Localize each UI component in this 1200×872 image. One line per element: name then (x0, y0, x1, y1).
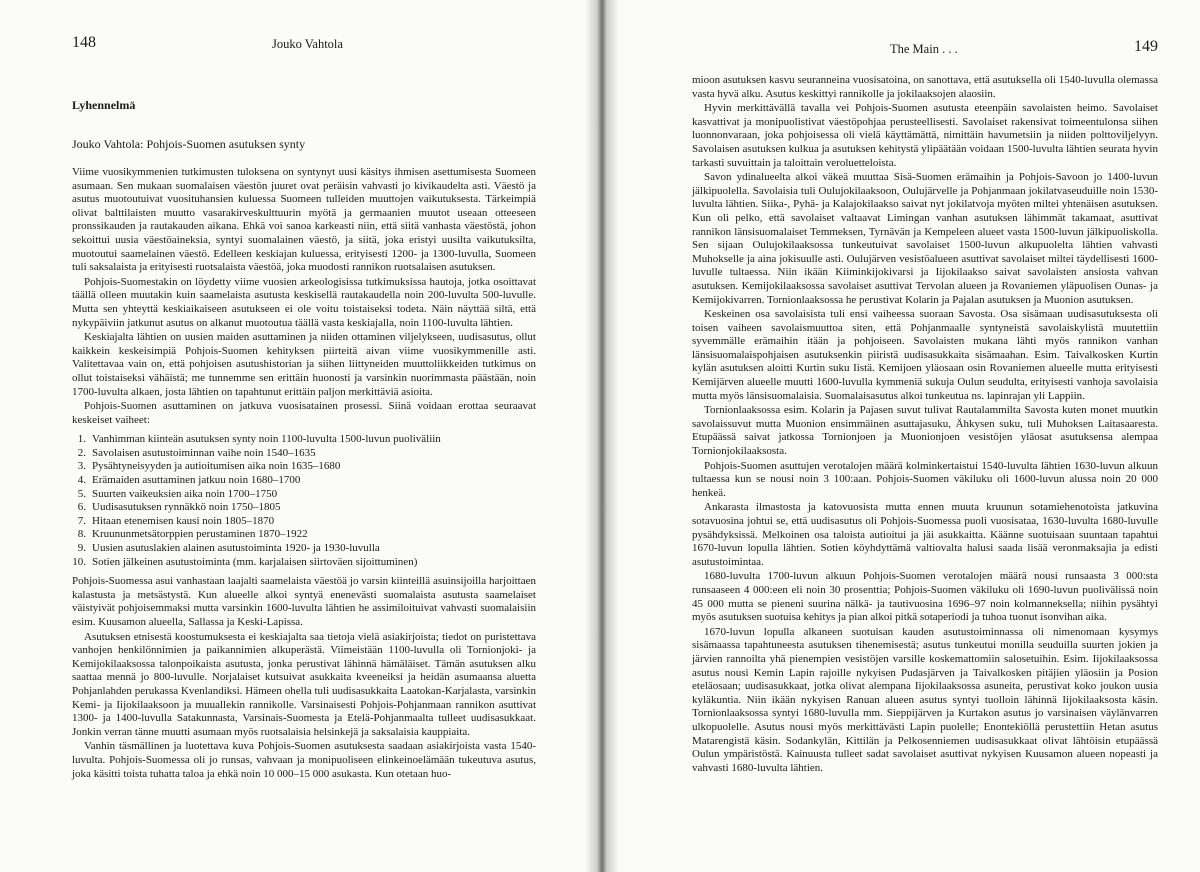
paragraph: Pohjois-Suomen asuttaminen on jatkuva vuosisatainen prosessi. Siinä voidaan erottaa seuraavat keskeiset vaiheet: (72, 400, 536, 426)
list-item (72, 542, 536, 556)
paragraph: Vanhin täsmällinen ja luotettava kuva Pohjois-Suomen asutuksesta saadaan asiakirjoista vasta 1540-luvulta. Pohjois-Suomessa oli jo runsas, vahvaan ja monipuoliseen elinkeinoelämään tukeutuva asutus, joka käsitti toista tuhatta taloa ja ehkä noin 10 000–15 000 asukasta. Kun otetaan huo- (72, 740, 536, 780)
right-running-head (692, 34, 1158, 58)
list-number: 8. (77, 528, 86, 541)
list-item (72, 556, 536, 570)
section-heading: Lyhennelmä (72, 98, 136, 112)
list-number: 1. (77, 433, 86, 446)
left-page-number: 148 (72, 34, 96, 51)
paragraph: Pohjois-Suomessa asui vanhastaan laajalti saamelaista väestöä jo varsin kiinteillä asuinsijoilla harjoittaen kalastusta ja metsästystä. Kun alueelle alkoi syntyä enenevästi suomalaista asutusta saamelaiset väistyivät pohjoisemmaksi mutta varsinkin 1600-luvulta lähtien he assimiloituivat vahvasti suomalaisiin esim. Kuusamon alueella, Sallassa ja Keski-Lapissa. (72, 575, 536, 628)
paragraph: Viime vuosikymmenien tutkimusten tuloksena on syntynyt uusi käsitys ihmisen asettumisesta Suomeen asumaan. Sen mukaan suomalaisen väestön juuret ovat peräisin vahvasti jo kivikaudelta asti. Väestö ja asutus muotoutuivat vuosituhansien kuluessa Suomeen tulleiden muuttojen vaikutuksesta. Tärkeimpiä olivat balttilaisten muutto vasarakirveskulttuurin myötä ja germaanien muutot useaan otteeseen pronssikauden ja rautakauden aikana. Ehkä voi sanoa karkeasti niin, että siitä vanhasta väestöstä, johon sekoittui uusia väestöaineksia, syntyi suomalainen väestö, ja siitä, joka eristyi uusilta vaikutuksilta, muotoutui saamelainen väestö. Edelleen keskiajan kuluessa, erityisesti 1200- ja 1300-luvulla, Suomeen tuli saksalaista ja erityisesti ruotsalaista väestöä, joka muodosti rannikon ruotsalaisen asutuksen. (72, 166, 536, 274)
paragraph: mioon asutuksen kasvu seuranneina vuosisatoina, on sanottava, että asutuksella oli 1540-luvulla olemassa vasta hyvä alku. Asutus keskittyi rannikolle ja jokilaaksojen alaosiin. (692, 74, 1158, 100)
list-text: Uusien asutuslakien alainen asutustoiminta 1920- ja 1930-luvulla (92, 542, 380, 555)
list-text: Pysähtyneisyyden ja autioitumisen aika noin 1635–1680 (92, 460, 341, 473)
left-running-head (72, 34, 536, 58)
paragraph: Keskiajalta lähtien on uusien maiden asuttaminen ja niiden ottaminen viljelykseen, uudisasutus, ollut kaikkein keskeisimpiä Pohjois-Suomen kehityksen piirteitä aivan viime vuosikymmenille asti. Valitettavaa vain on, että pohjoisen asutushistorian ja siihen liittyneiden muuttoliikkeiden tutkimus on ollut toistaiseksi vähäistä; me tunnemme sen erittäin huonosti ja varsinkin nuorimmasta päästään, noin 1700-luvulta alkaen, josta lähtien on tapahtunut erittäin paljon merkittäviä asioita. (72, 331, 536, 398)
list-number: 5. (77, 487, 86, 500)
list-number: 6. (77, 501, 86, 514)
list-text: Kruununmetsätorppien perustaminen 1870–1922 (92, 528, 308, 541)
list-text: Suurten vaikeuksien aika noin 1700–1750 (92, 487, 278, 500)
list-text: Uudisasutuksen rynnäkkö noin 1750–1805 (92, 501, 281, 514)
right-body (692, 74, 1158, 775)
list-number: 3. (77, 460, 86, 473)
paragraph: 1680-luvulta 1700-luvun alkuun Pohjois-Suomen verotalojen määrä nousi runsaasta 3 000:sta runsaaseen 4 000:een eli noin 30 prosenttia; Pohjois-Suomen väkiluku oli 1690-luvun puolivälissä noin 45 000 mutta se pieneni suurina nälkä- ja tautivuosina 1696–97 noin kolmanneksella; niihin pysähtyi myös asutuksen suotuisa kehitys ja pian alkoi pitkä sotaperiodi ja tuhoa tuonut isonvihan aika. (692, 570, 1158, 624)
paragraph: Asutuksen etnisestä koostumuksesta ei keskiajalta saa tietoja vielä asiakirjoista; tiedot on puristettava vanhojen henkilönnimien ja paikannimien alkuperästä. Viimeistään 1100-luvulla oli Tornionjoki- ja Kemijokilaaksossa talonpoikaista asutusta, jonka perustivat lähinnä hämäläiset. Tämän asutuksen alku saattaa mennä jo 800-luvulle. Norjalaiset kutsuivat asukkaita kveeneiksi ja heidän asumaansa aluetta Pohjanlahden perukassa Kvenlandiksi. Hämeen ohella tuli uudisasukkaita Laatokan-Karjalasta, varsinkin Kemi- ja Iijokilaaksoon ja muuallekin rannikolle. Varsinaisesti Pohjois-Pohjanmaan rannikon asuttivat 1300- ja 1400-luvulla Satakunnasta, Varsinais-Suomesta ja Etelä-Pohjanmaalta tulleet uudisasukkaat. Jonkin verran tänne muutti asumaan myös ruotsalaisia helsinkejä ja saksalaisia kauppiaita. (72, 630, 536, 738)
paragraph: Tornionlaaksossa esim. Kolarin ja Pajasen suvut tulivat Rautalammilta Savosta kuten monet muutkin savolaissuvut mutta Muonion ensimmäinen asuttajasuku, Ähkysen suku, tuli Muhoksen Laitasaaresta. Etupäässä saivat jatkossa Tornionjoen ja Muonionjoen vesistöjen yläosat asutuksensa alempaa Tornionjokilaaksosta. (692, 404, 1158, 458)
list-text: Hitaan etenemisen kausi noin 1805–1870 (92, 514, 275, 527)
paragraph: Savon ydinalueelta alkoi väkeä muuttaa Sisä-Suomen erämaihin ja Pohjois-Savoon jo 1400-luvun jälkipuolella. Savolaisia tuli Oulujokilaaksoon, Oulujärvelle ja Pohjanmaan jokilatvaseuduille noin 1530-luvulta lähtien. Siika-, Pyhä- ja Kalajokilaakso saivat nyt jokilatvoja myöten miltei yhtenäisen asutuksen. Kun oli pelko, että savolaiset valtaavat Limingan vanhan asutuksen lähimmät takamaat, asuttivat rannikon länsisuomalaiset Temmeksen, Tyrnävän ja Kempeleen alueet vasta 1500-luvun jälkipuoliskolla. Sen sijaan Oulujokilaaksossa tunkeutuivat savolaiset 1500-luvun alkupuolelta lähtien vahvasti Muhokselle ja aina jokisuulle asti. Oulujärven vesistöalueen asuttivat savolaiset miltei täydellisesti 1600-luvulle tultaessa. Niin ikään Kiiminkijokivarsi ja Iijokilaakso saivat savolaisten ansiosta vahvan asutuksen. Kemijokilaaksossa savolaiset asuttivat Tervolan alueen ja Rovaniemen yläpuolisen Ounas- ja Kemijokivarren. Tornionlaaksossa he perustivat Kolarin ja Pajalan asutuksen ja Muonion asutuksen. (692, 171, 1158, 306)
paragraph: 1670-luvun lopulla alkaneen suotuisan kauden asutustoiminnassa oli nimenomaan kysymys sisämaassa tapahtuneesta asutuksen tihenemisestä; asutus tunkeutui monilla seuduilla suurten jokien ja järvien rannoilta yhä pienempien vesistöjen varsille koskemattomiin salosetuihin. Esim. Iijokilaaksossa asutus nousi Kemin Lapin rajoille nykyisen Pudasjärven ja Taivalkosken pitäjien yläosiin ja Posion eteläosaan; uudisasukkaat, jotka olivat alempana Iijokilaaksossa asuneita, perustivat koko joukon uusia kyläkuntia. Niin ikään nykyisen Ranuan alueen asutus syntyi tuolloin lähinnä Iijokilaaksosta käsin. Tornionlaaksossa syntyi 1680-luvulla mm. Sieppijärven ja Kurtakon asutus jo varsinaisen väylänvarren ulkopuolelle. Asutus nousi myös merkittävästi Lapin puolelle; Enontekiöllä perustettiin Hetan asutus Matarengistä käsin. Sodankylän, Kittilän ja Pelkosenniemen uudisasukkaat olivat lähtöisin etupäässä Oulun ympäristöstä. Kainuusta tulleet sadat savolaiset asuttivat nykyisen Kuusamon alueen nopeasti ja vahvasti 1680-luvulta lähtien. (692, 625, 1158, 774)
left-body-before-list (72, 166, 536, 427)
list-text: Savolaisen asutustoiminnan vaihe noin 1540–1635 (92, 446, 316, 459)
list-item (72, 433, 536, 447)
paragraph: Pohjois-Suomestakin on löydetty viime vuosien arkeologisissa tutkimuksissa hautoja, jotka osoittavat täällä olleen muutakin kuin saamelaista asutusta keskisellä rautakaudella noin 200-luvulta 500-luvulle. Mutta sen yhteyttä keskiaikaiseen asutukseen ei ole voitu toistaiseksi todeta. Näin näyttää siltä, että nykypäiviin jatkunut asutus on alkanut muotoutua täällä vasta keskiajalla, noin 1100-luvulta lähtien. (72, 275, 536, 329)
right-running-title: The Main . . . (890, 42, 958, 56)
list-number: 4. (77, 474, 86, 487)
paragraph: Hyvin merkittävällä tavalla vei Pohjois-Suomen asutusta eteenpäin savolaisten heimo. Savolaiset kasvattivat ja monipuolistivat väestöpohjaa perusteellisesti. Savolaiset rakensivat toimeentulonsa siihen luonnonvaraan, joka pohjoisessa oli vielä käyttämättä, nimittäin havumetsiin ja niiden polttoviljelyyn. Savolaisen asutuksen kulkua ja asutuksen kehitystä ylipäätään voidaan 1500-luvulta lähtien seurata hyvin tarkasti suvuittain ja taloittain veroluetteloista. (692, 102, 1158, 169)
list-number: 7. (77, 514, 86, 527)
phase-list (72, 433, 536, 569)
list-item (72, 528, 536, 542)
list-item (72, 488, 536, 502)
list-text: Erämaiden asuttaminen jatkuu noin 1680–1700 (92, 474, 301, 487)
left-running-title: Jouko Vahtola (272, 37, 343, 51)
article-byline: Jouko Vahtola: Pohjois-Suomen asutuksen synty (72, 137, 306, 151)
paragraph: Pohjois-Suomen asuttujen verotalojen määrä kolminkertaistui 1540-luvulta lähtien 1630-luvun alkuun tultaessa kun se nousi noin 3 100:aan. Pohjois-Suomen väkiluku oli 1600-luvun alussa noin 20 000 henkeä. (692, 459, 1158, 499)
list-text: Vanhimman kiinteän asutuksen synty noin 1100-luvulta 1500-luvun puoliväliin (92, 433, 441, 446)
list-number: 9. (77, 542, 86, 555)
paragraph: Ankarasta ilmastosta ja katovuosista mutta ennen muuta kruunun sotamiehenotoista jatkuvina sotavuosina johtui se, että uudisasutus oli Pohjois-Suomessa puoli vuosisataa, 1630-luvulta 1680-luvulle pysähdyksissä. Melkoinen osa taloista autioitui ja jäi asukkaitta. Käänne suotuisaan suuntaan tapahtui 1670-luvun lopulla lähtien. Sotien köyhdyttämä valtiovalta halusi saada lisää veronmaksajia ja edisti asutustoimintaa. (692, 501, 1158, 568)
list-item (72, 515, 536, 529)
paragraph: Keskeinen osa savolaisista tuli ensi vaiheessa suoraan Savosta. Osa sisämaan uudisasutuksesta oli toisen vaiheen savolaismuuttoa siten, että Pohjanmaalle syntyneistä savolaiskylistä muutettiin syvemmälle erämaihin itään ja pohjoiseen. Savolaisten mukana lähti myös rannikon vanhan länsisuomalaispohjaisen asutuksenkin piiristä uudisasukkaita sisämaahan. Esim. Taivalkosken Kurtin kylän asutuksen aloitti Kurtin suku Iistä. Kemijoen yläosaan osin Rovaniemen alueelle mutta erityisesti Kemijärven alueelle muutti 1600-luvulla kymmeniä sukuja Oulun seudulta, erityisesti vanhoja savolaisia mutta myös länsisuomalaisia. Suomalaisasutus alkoi tunkeutua ns. lapinrajan yli Lappiin. (692, 308, 1158, 402)
list-item (72, 474, 536, 488)
list-item (72, 447, 536, 461)
right-page (600, 0, 1200, 872)
list-text: Sotien jälkeinen asutustoiminta (mm. karjalaisen siirtoväen sijoittuminen) (92, 555, 418, 568)
right-page-number: 149 (1134, 38, 1158, 55)
list-item (72, 501, 536, 515)
list-number: 10. (72, 555, 86, 568)
list-number: 2. (77, 446, 86, 459)
list-item (72, 460, 536, 474)
left-body-after-list (72, 575, 536, 781)
